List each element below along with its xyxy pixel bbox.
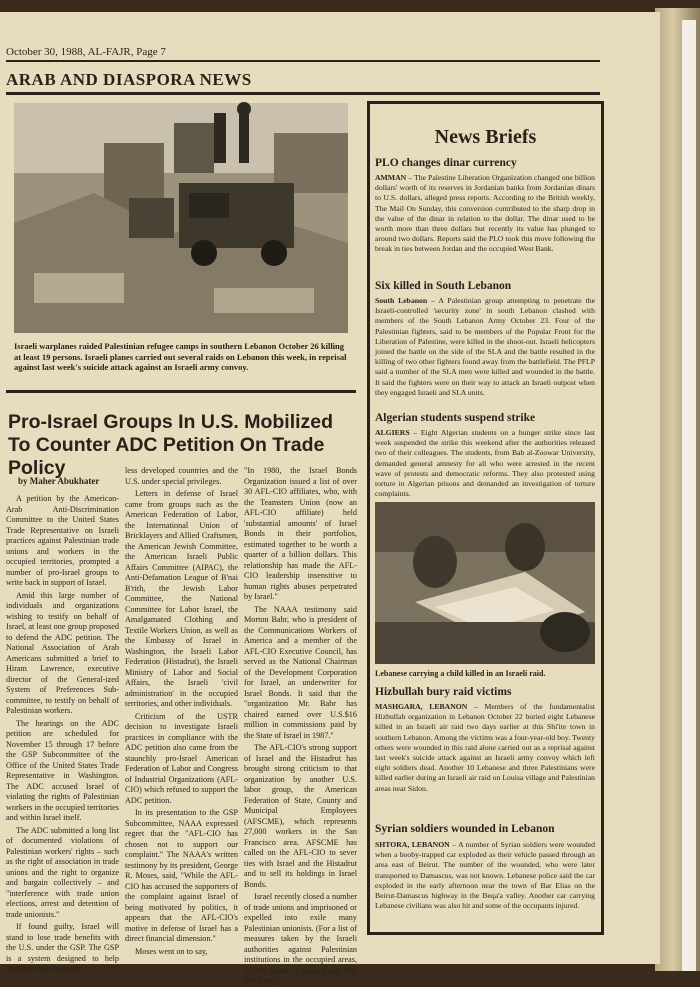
brief-text [375,840,595,924]
article-paragraph: "In 1980, the Israel Bonds Organization issued a list of over 30 AFL-CIO affiliates, who, with the Teamsters Union (now an AFL-CIO affiliate) held 'substantial amounts' of Israel Bonds in their portfolios, estimated together to be worth a quarter of a billion dollars. This relationship has made the AFL-CIO leadership insensitive to human rights abuses perpetrated by Israel." [244,466,357,601]
brief-dateline: SHTORA, LEBANON [375,840,450,849]
brief-text [375,428,595,500]
article-rule [6,390,356,393]
brief-headline: Six killed in South Lebanon [375,280,512,292]
article-column-2 [125,466,238,956]
article-paragraph: If found guilty, Israel will stand to lose trade benefits with the U.S. under the GSP. The GSP is a system designed to help increase trade between [6,922,119,973]
brief-headline: Algerian students suspend strike [375,412,536,424]
main-photo [14,103,348,333]
article-paragraph: Moses went on to say, [135,946,208,956]
brief-text [375,702,595,822]
news-briefs-title: News Briefs [434,126,537,148]
article-paragraph: The ADC submitted a long list of documented violations of Palestinian workers' rights – such as the right of association in trade unions and the right to organize and bargain collectively – and "interference with trade union elections, arrest and detention of trade unionists." [6,825,119,919]
article-paragraph: Amid this large number of individuals and organizations wishing to testify on behalf of Israel, at least one group proposed to defend the ADC petition. The National Association of Arab Americans submitted a brief to Hiram Lawrence, executive director of the General-ized System of Preferences Sub-committee, to testify on behalf of Palestinian workers. [6,590,119,715]
brief-body: – A number of Syrian soldiers were wounded when a booby-trapped car exploded as their vehicle passed through an area east of Beirut. The number of the wounded, who were later transported to Damascus, was not known. Lebanese police said the car exploded in the early afternoon near the town of Bar Elias on the Beirut-Damascus highway in the Beqa'a valley. Another car carrying Lebanese civilians was also hit and some of the occupants injured. [375,840,595,911]
brief-dateline: ALGIERS [375,428,410,437]
brief-body: – A Palestinian group attempting to penetrate the Israeli-controlled 'security zone' in south Lebanon clashed with members of the South Lebanon Army October 23. Four of the Palestinian fighters, said to be members of the Popular Front for the Liberation of Palestine, were killed in the shoot-out. Israeli helicopters joined the battle on the side of the SLA and the battle resulted in the killing of two other fighters found away from the battlefield. The PFLP said a number of the SLA men were killed and wounded in the battle. It said the fighters were on their way to attack an Israeli outpost when they engaged Israeli and SLA units. [375,296,595,397]
page-header: October 30, 1988, AL-FAJR, Page 7 [6,46,166,58]
briefs-photo-caption: Lebanese carrying a child killed in an Israeli raid. [375,669,546,678]
brief-text [375,296,595,406]
article-paragraph: Letters in defense of Israel came from groups such as the American Federation of Labor, the International Union of Bricklayers and Allied Craftsmen, the American Jewish Committee, the American Israeli Public Affairs Committee (AIPAC), the Anti-Defamation League of B'nai B'rith, the Jewish Labor Committee, the National Committee for Labor Israel, the Amalgamated Clothing and Textile Workers Union, as well as the Embassy of Israel in Washington, the Israeli Labor Federation (Histadrut), the Israeli Ministry of Labor and Social Affairs, the Israeli 'civil administration' in the occupied territories, and other individuals. [125,489,238,708]
brief-text [375,173,595,276]
main-photo-caption: Israeli warplanes raided Palestinian refugee camps in southern Lebanon October 26 killing at least 19 persons. Israeli planes carried out several raids on Lebanon this week, in reprisal against last week's suicide attack against an Israeli army convoy. [14,341,347,372]
article-paragraph: The NAAA testimony said Morton Bahr, who is president of the Communications Workers of America and a member of the AFL-CIO Executive Council, has served as the National Chairman of the Development Corporation for Israel, an underwriter for Israel Bonds. It said that the "organization Mr. Bahr has chaired earned over U.S.$16 million in commissions paid by the State of Israel in 1987." [244,604,357,740]
article-paragraph: Criticism of the USTR decision to investigate Israeli practices in compliance with the ADC petition also came from the staunchly pro-Israel American Federation of Labor and Congress of Industrial Organizations (AFL-CIO) which refused to support the ADC petition. [125,711,238,805]
article-column-1 [6,494,119,973]
article-byline: by Maher Abukhater [18,476,100,486]
brief-body: – The Palestine Liberation Organization changed one billion dollars' worth of its reserves in Jordanian banks from Jordanian dinars to U.S. dollars, alleged press reports. According to the British weekly, The Mail On Sunday, this conversion contributed to the sharp drop in the value of the dinar in relation to the dollar. The dinar used to be worth more than three dollars but recently its value has plunged to around two dollars. Reports said the PLO took this move following the break in ties between Jordan and the occupied West Bank. [375,173,595,254]
article-paragraph: Israel recently closed a number of trade unions and imprisoned or expelled into exile many Palestinian unionists. (For a list of measures taken by the Israeli authorities against Palestinian institutions in the occupied areas, see the report on pages 8 and 9 of this issue.) [244,892,357,985]
brief-body: – Eight Algerian students on a hunger strike since last week suspended the strike this weekend after the authorities released two of their colleagues. The students, from Bab al-Zoowar University, demanded general amnesty for all who were arrested in the recent wave of protests and democratic reforms. They also protested using torture in Algerian prisons and demanded an investigation of torture complaints. [375,428,595,499]
briefs-photo [375,502,595,664]
brief-body: – Members of the fundamentalist Hizbullah organization in Lebanon October 22 buried eight Lebanese killed in an Israeli air raid two days earlier at this Shi'ite town in southern Lebanon. Among the victims was a four-year-old boy. Twenty others were wounded in this raid alone carried out as a reprisal against last week's suicide attack against an Israeli army convoy which left eight soldiers dead. Another 10 Lebanese and three Palestinians were killed earlier during an Israeli air raid on Louisa village and Palestinian areas near Sidon. [375,702,595,793]
brief-headline: Syrian soldiers wounded in Lebanon [375,823,555,835]
article-paragraph: less developed countries and the U.S. under special privileges. [125,466,238,486]
brief-dateline: South Lebanon [375,296,428,305]
article-headline: Pro-Israel Groups In U.S. Mobilized To Counter ADC Petition On Trade Policy [8,411,334,479]
section-title: ARAB AND DIASPORA NEWS [6,70,252,89]
article-paragraph: The AFL-CIO's strong support of Israel and the Histadrut has brought strong criticism to that organization by another U.S. labor group, the American Federation of State, County and Municipal Employees (AFSCME), which represents 27,000 workers in the San Francisco area. AFSCME has called on the AFL-CIO to sever ties with Israel and the Histadrut and to sell its holdings in Israel Bonds. [244,743,357,889]
header-rule [6,60,600,62]
brief-headline: Hizbullah bury raid victims [375,686,512,698]
article-paragraph: A petition by the American-Arab Anti-Discrimination Committee to the United States Trade Representative on Israeli practices against Palestinian trade unions and workers in the occupied territories, prompted a number of pro-Israel groups to write back in support of Israel. [6,494,119,587]
section-rule [6,92,600,95]
page-stack [682,20,696,971]
brief-headline: PLO changes dinar currency [375,157,517,169]
brief-dateline: AMMAN [375,173,407,182]
article-paragraph: The hearings on the ADC petition are scheduled for November 15 through 17 before the GSP Subcommittee of the Office of the United States Trade Representative in Washington. The ADC accused Israel of violating the rights of Palestinian workers in the occupied territories and within Israel itself. [6,718,119,822]
article-paragraph: In its presentation to the GSP Subcommittee, NAAA expressed regret that the "AFL-CIO has chosen not to support our complaint." The NAAA's written testimony by its president, George R. Moses, said, "While the AFL-CIO has accused the supporters of the complaint against Israel of being motivated by politics, it appears that the AFL-CIO's motive in defense of Israel has a direct financial dimension." [125,808,238,943]
brief-dateline: MASHGARA, LEBANON [375,702,468,711]
article-column-3 [244,466,357,985]
